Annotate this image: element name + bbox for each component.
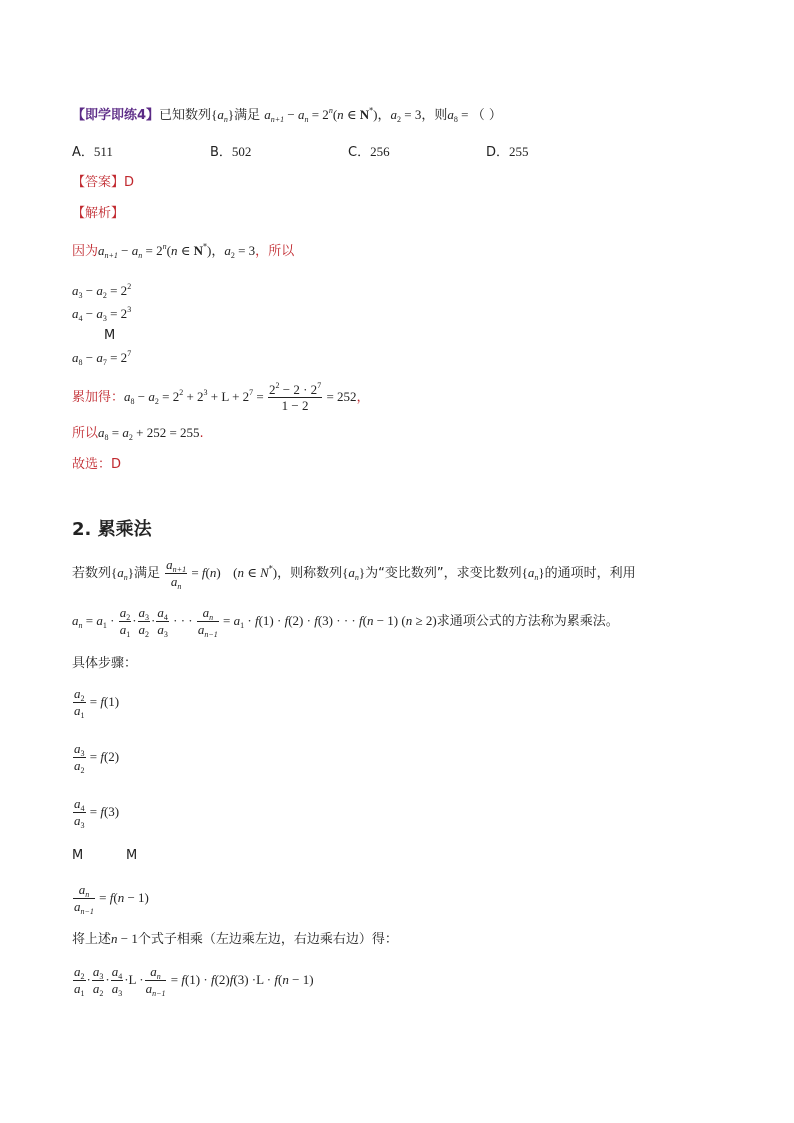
problem-stem: 【即学即练4】已知数列$\{a_n\}$满足 $a_{n+1} - a_n = 2^n(n$ ∈ N*)，$a_2 = 3$，则$a_8$ = （ ） [72, 106, 502, 124]
vdots: M [104, 328, 116, 343]
step-formula: $\frac{a_n}{a_{n-1}}$ = f(n − 1) [74, 882, 149, 916]
equation-row: $a_3 - a_2 = 2^2$ [72, 282, 132, 300]
sum-line: 累加得：$a_8 - a_2 = 2^2 + 2^3 + L + 2^7$ = $\frac{2^2 - 2 \cdot 2^7}{1 - 2}$ = 252， [72, 381, 370, 413]
option-b: B．502 [210, 144, 252, 160]
vdots-right: M [126, 848, 138, 863]
equation-row: $a_8 - a_7 = 2^7$ [72, 349, 132, 367]
multiply-sentence: 将上述n − 1个式子相乘（左边乘左边，右边乘右边）得： [72, 931, 398, 947]
option-c: C．256 [348, 144, 390, 160]
answer-label: 【答案】 [72, 175, 125, 190]
steps-label: 具体步骤： [72, 656, 138, 671]
option-d: D．255 [486, 144, 529, 160]
step-formula: $\frac{a_3}{a_2}$ = f(2) [74, 741, 120, 775]
answer-line [72, 174, 134, 192]
equation-row: $a_4 - a_3 = 2^3$ [72, 305, 132, 323]
problem-tag: 【即学即练4】 [72, 108, 160, 123]
analysis-premise: 因为$a_{n+1} - a_n = 2^n(n$ ∈ N*)，$a_2 = 3$，所以 [72, 242, 295, 260]
answer-value: D [124, 175, 135, 190]
choose-line: 故选：D [72, 457, 122, 472]
step-formula: $\frac{a_4}{a_3}$ = f(3) [74, 796, 120, 830]
step-formula: $\frac{a_2}{a_1}$ = f(1) [74, 686, 120, 720]
section-title: 2. 累乘法 [72, 519, 152, 540]
option-a: A．511 [72, 144, 113, 160]
final-product: $\frac{a_2}{a_1}$ · $\frac{a_3}{a_2}$ · $\frac{a_4}{a_3}$ ·L · $\frac{a_n}{a_{n-1}}$ = f(1) · f(2)f(3) ·L · f(n − 1) [74, 964, 314, 998]
product-formula: $a_n = a_1$ · $\frac{a_2}{a_1}$ · $\frac{a_3}{a_2}$ · $\frac{a_4}{a_3}$ · · · $\frac{a_n}{a_{n-1}}$ = $a_1 \cdot f(1) \cdot f(2) \cdot f(3)$ · · · f(n − 1) (n ≥ 2)求通项公式的方法称为累乘法。 [72, 605, 619, 639]
vdots-left: M [72, 848, 84, 863]
therefore-line: 所以$a_8 = a_2 + 252 = 255$. [72, 425, 204, 442]
section-intro: 若数列$\{a_n\}$满足 $\frac{a_{n+1}}{a_n}$ = f(n) (n ∈ N*)，则称数列$\{a_n\}$为“变比数列”，求变比数列$\{a_n\}$的通项时，利用 [72, 557, 636, 591]
answer-blank: （ ） [471, 108, 502, 123]
analysis-label: 【解析】 [72, 206, 125, 221]
